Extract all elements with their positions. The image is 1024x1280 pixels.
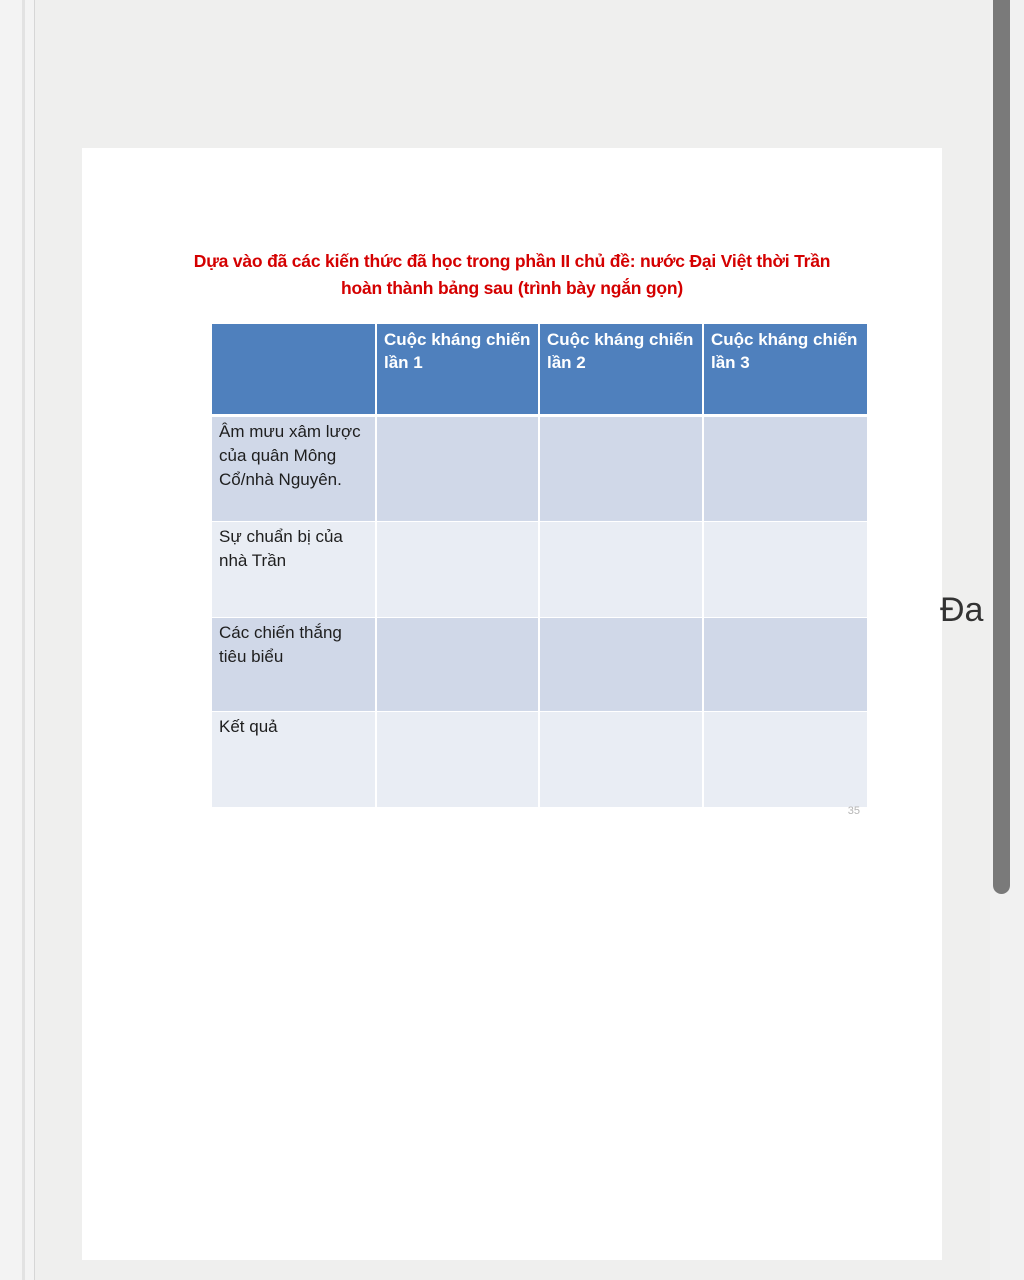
table-cell [703,415,867,521]
table-header-corner [212,324,376,415]
table-cell [703,617,867,711]
table-header-cell: Cuộc kháng chiến lần 1 [376,324,539,415]
table-header-cell: Cuộc kháng chiến lần 2 [539,324,703,415]
table-row [212,415,867,521]
table-row [212,617,867,711]
row-label: Kết quả [212,711,376,807]
table-row [212,521,867,617]
left-panel-divider [22,0,25,1280]
row-label: Các chiến thắng tiêu biểu [212,617,376,711]
summary-table [212,324,867,808]
table-cell [376,521,539,617]
row-label: Sự chuẩn bị của nhà Trần [212,521,376,617]
table-header-row [212,324,867,415]
document-page [82,148,942,1260]
vertical-scrollbar-thumb[interactable] [993,0,1010,894]
table-cell [376,617,539,711]
table-header-cell: Cuộc kháng chiến lần 3 [703,324,867,415]
table-cell [539,521,703,617]
table-cell [376,415,539,521]
page-title: Dựa vào đã các kiến thức đã học trong phần II chủ đề: nước Đại Việt thời Trần hoàn thành bảng sau (trình bày ngắn gọn) [193,251,831,298]
table-cell [703,521,867,617]
table-cell [703,711,867,807]
row-label: Âm mưu xâm lược của quân Mông Cổ/nhà Nguyên. [212,415,376,521]
table-cell [376,711,539,807]
next-page-preview-text: Đa [940,591,984,629]
table-cell [539,617,703,711]
left-panel-edge [0,0,35,1280]
table-row [212,711,867,807]
slide-page-number: 35 [847,805,860,817]
table-cell [539,711,703,807]
table-cell [539,415,703,521]
